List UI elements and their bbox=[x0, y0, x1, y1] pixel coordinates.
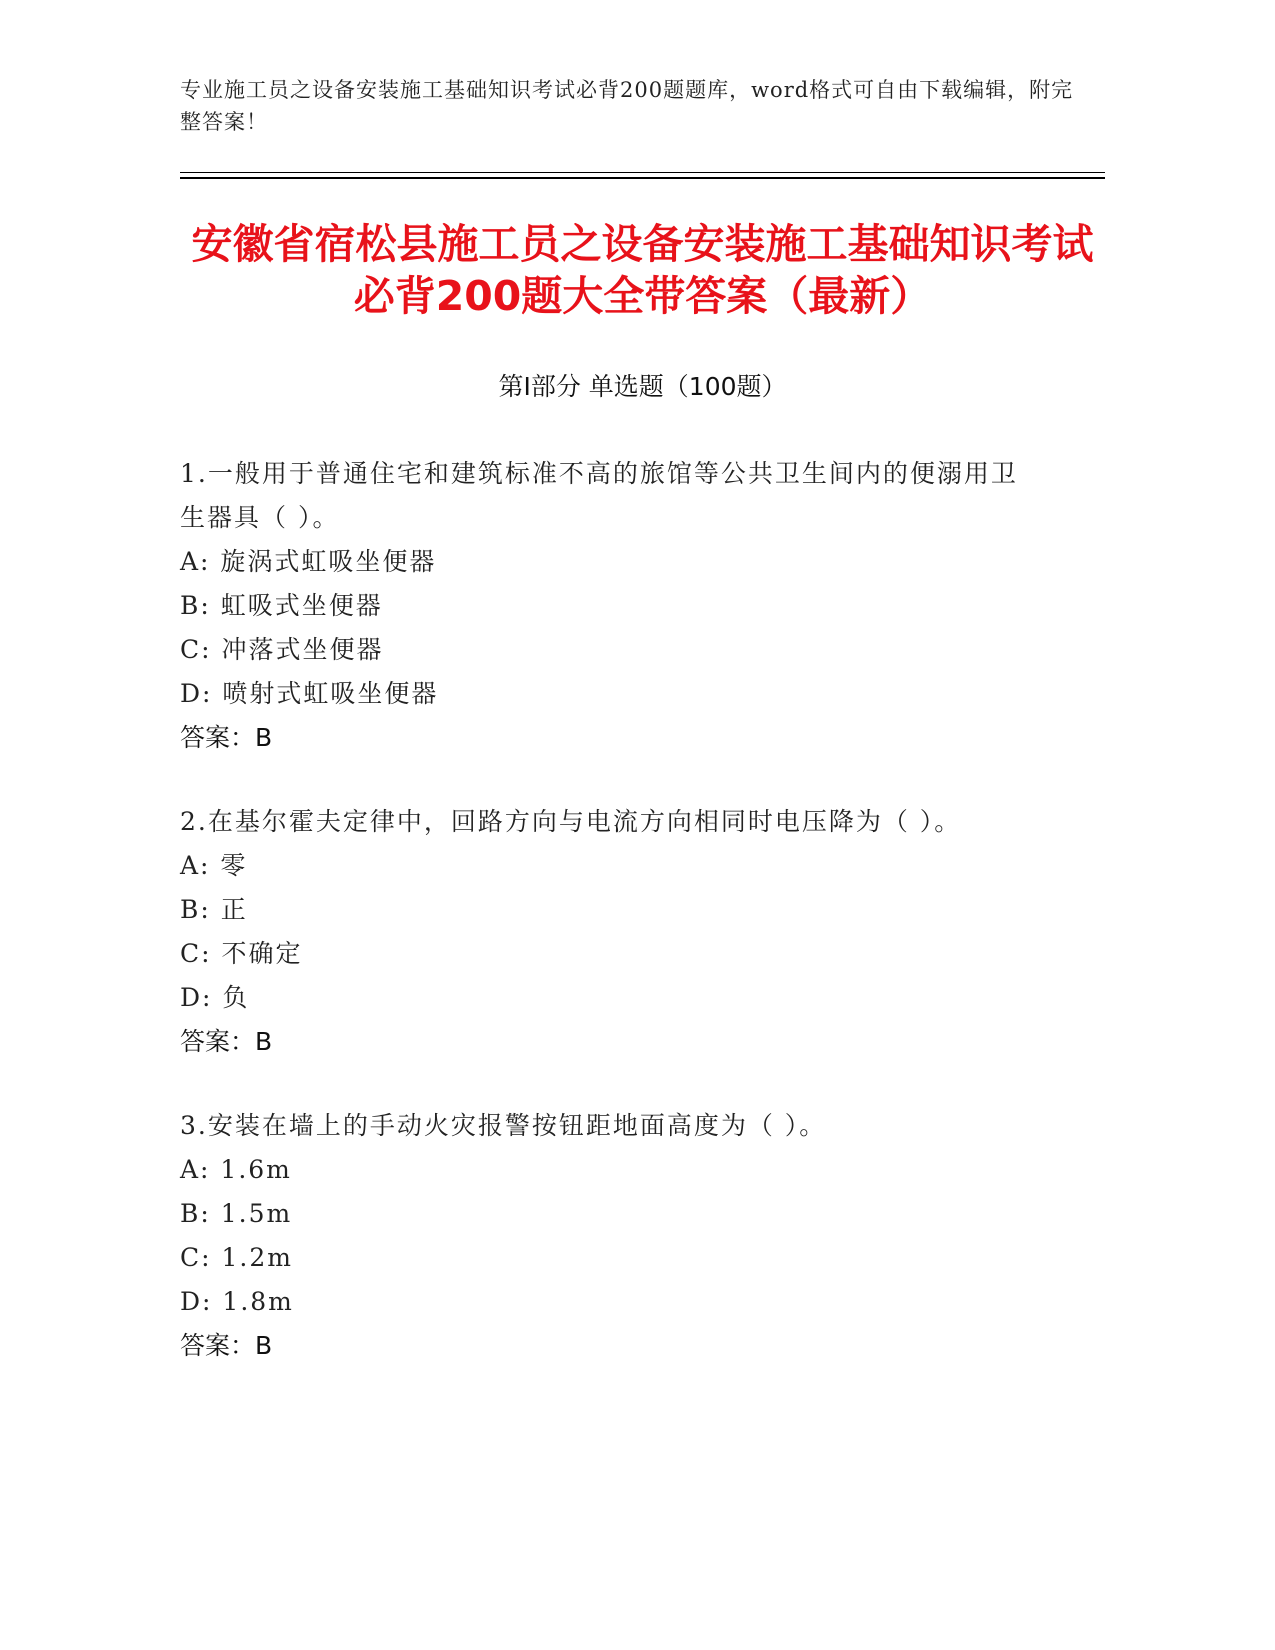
question-list bbox=[180, 452, 1020, 1408]
option-b: B: 正 bbox=[180, 895, 248, 924]
option-d: D: 1.8m bbox=[180, 1287, 294, 1316]
question-stem: 3.安装在墙上的手动火灾报警按钮距地面高度为（ ）。 bbox=[180, 1111, 827, 1140]
document-title: 安徽省宿松县施工员之设备安装施工基础知识考试必背200题大全带答案（最新） bbox=[191, 220, 1094, 320]
question-stem: 1.一般用于普通住宅和建筑标准不高的旅馆等公共卫生间内的便溺用卫生器具（ ）。 bbox=[180, 459, 1018, 532]
header-note: 专业施工员之设备安装施工基础知识考试必背200题题库，word格式可自由下载编辑，附完整答案！ bbox=[180, 78, 1074, 134]
option-a: A: 零 bbox=[180, 851, 248, 880]
option-c: C: 1.2m bbox=[180, 1243, 293, 1272]
option-b: B: 虹吸式坐便器 bbox=[180, 591, 383, 620]
question-1 bbox=[180, 452, 1020, 760]
option-c: C: 冲落式坐便器 bbox=[180, 635, 384, 664]
question-stem: 2.在基尔霍夫定律中，回路方向与电流方向相同时电压降为（ ）。 bbox=[180, 807, 962, 836]
question-3 bbox=[180, 1104, 1020, 1368]
header-divider-thin bbox=[180, 172, 1105, 173]
option-d: D: 喷射式虹吸坐便器 bbox=[180, 679, 439, 708]
answer: 答案：B bbox=[180, 1331, 273, 1360]
question-2 bbox=[180, 800, 1020, 1064]
option-a: A: 旋涡式虹吸坐便器 bbox=[180, 547, 437, 576]
option-c: C: 不确定 bbox=[180, 939, 303, 968]
option-d: D: 负 bbox=[180, 983, 250, 1012]
answer: 答案：B bbox=[180, 1027, 273, 1056]
option-a: A: 1.6m bbox=[180, 1155, 292, 1184]
option-b: B: 1.5m bbox=[180, 1199, 293, 1228]
answer: 答案：B bbox=[180, 723, 273, 752]
section-title: 第I部分 单选题（100题） bbox=[498, 372, 787, 401]
header-divider-thick bbox=[180, 177, 1105, 179]
